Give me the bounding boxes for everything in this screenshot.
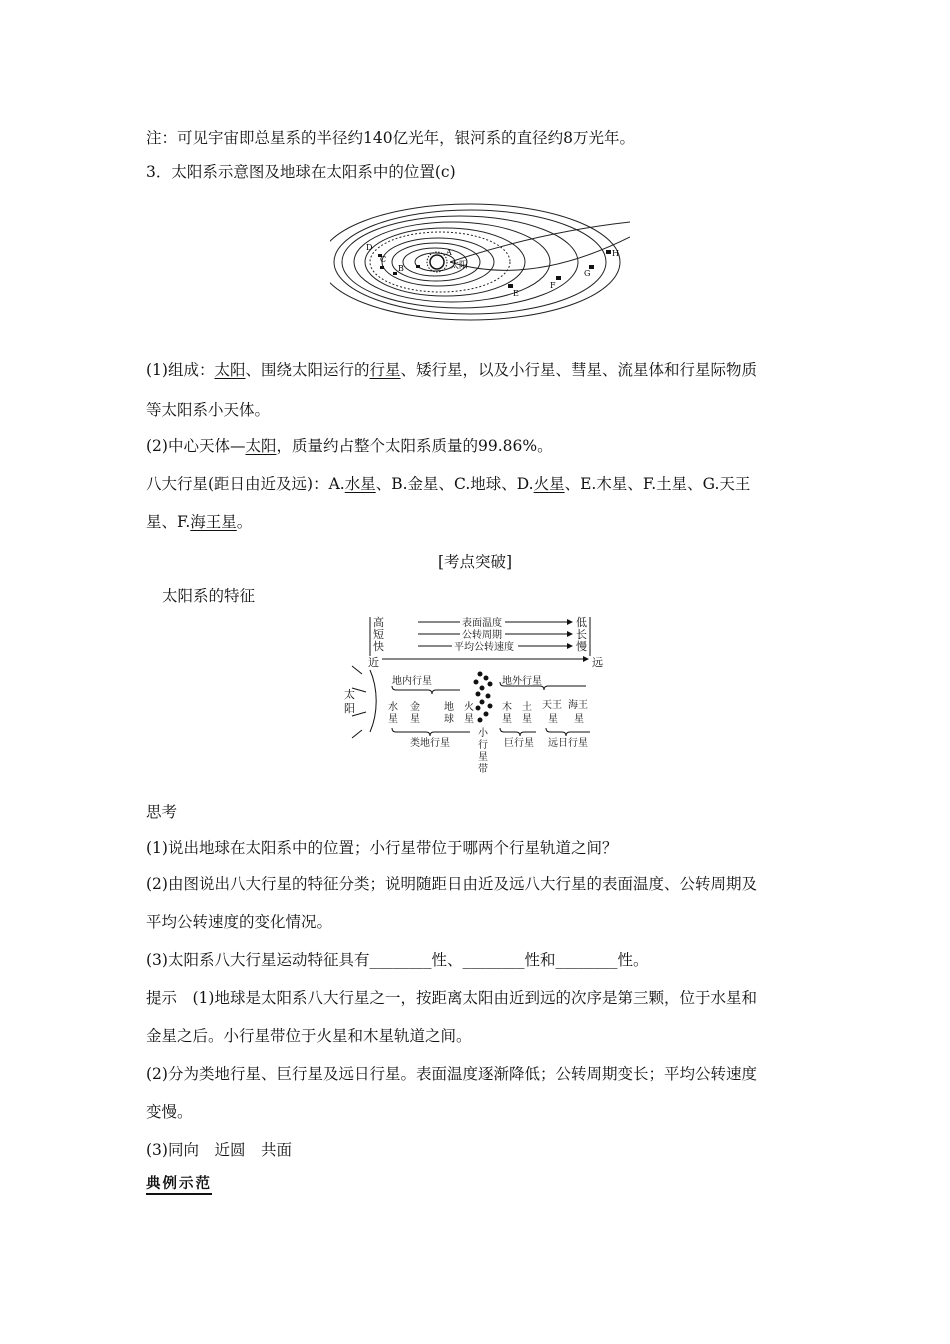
fig-jupiter-1: 木 [502,702,512,713]
fig-earth-2: 球 [444,714,454,725]
note-text: 注：可见宇宙即总星系的半径约140亿光年，银河系的直径约8万光年。 [146,129,635,147]
planet-letter-b: B [398,264,404,273]
fig-far: 远 [592,656,603,669]
fig-left-fast: 快 [373,640,384,653]
hint-line-2: 金星之后。小行星带位于火星和木星轨道之间。 [146,1027,472,1045]
fig-uranus-1: 天王 [542,700,562,711]
planets-line-1: 八大行星(距日由近及远)：A.水星、B.金星、C.地球、D.火星、E.木星、F.土星、G.天王 [146,475,751,493]
hint-line-3: (2)分为类地行星、巨行星及远日行星。表面温度逐渐降低；公转周期变长；平均公转速度 [146,1065,757,1083]
fig-arrow-period: 公转周期 [462,630,502,641]
fig-arrow-speed: 平均公转速度 [454,642,514,653]
fig-belt-1: 小 [478,728,488,739]
fig-belt-3: 星 [478,752,488,763]
fig-giant-label: 巨行星 [504,738,534,749]
fig-right-low: 低 [576,616,587,629]
solar-system-diagram [330,192,630,328]
fig-jupiter-2: 星 [502,714,512,725]
fig-ice-label: 远日行星 [548,738,588,749]
planet-letter-e: E [513,289,519,298]
center-body-line: (2)中心天体—太阳，质量约占整个太阳系质量的99.86%。 [146,437,553,455]
fig-left-short: 短 [373,628,384,641]
fig-terrestrial-label: 类地行星 [410,738,450,749]
fig-mars-1: 火 [464,702,474,713]
planet-letter-a: A [446,248,452,257]
hint-line-1: 提示 (1)地球是太阳系八大行星之一，按距离太阳由近到远的次序是第三颗，位于水星和 [146,989,757,1007]
fig-left-high: 高 [373,616,384,629]
sun-label: 太阳 [450,261,469,271]
fig-mars-2: 星 [464,714,474,725]
section-title: 3．太阳系示意图及地球在太阳系中的位置(c) [146,163,456,181]
fig-right-slow: 慢 [576,640,587,653]
hint-line-4: 变慢。 [146,1103,193,1121]
fig-mercury-2: 星 [388,714,398,725]
planet-letter-f: F [550,281,556,290]
planet-letter-d: D [366,243,373,252]
fig-inner-label: 地内行星 [392,676,432,687]
planets-line-2: 星、F.海王星。 [146,513,253,531]
planet-letter-c: C [380,255,387,264]
planet-letter-h: H [612,249,619,258]
fig-saturn-1: 土 [522,702,532,713]
breakthrough-heading: [考点突破] [437,553,513,571]
fig-sun-2: 阳 [344,702,355,715]
fig-earth-1: 地 [444,702,454,713]
fig-near: 近 [368,656,379,669]
example-heading: 典例示范 [146,1174,212,1194]
fig-venus-2: 星 [410,714,420,725]
fig-uranus-2: 星 [548,714,558,725]
fig-neptune-2: 星 [574,714,584,725]
fig-mercury-1: 水 [388,702,398,713]
sun-icon [427,252,447,272]
think-q1: (1)说出地球在太阳系中的位置；小行星带位于哪两个行星轨道之间？ [146,839,618,857]
composition-line-2: 等太阳系小天体。 [146,401,271,419]
features-diagram [340,612,620,780]
think-q2-line-1: (2)由图说出八大行星的特征分类；说明随距日由近及远八大行星的表面温度、公转周期及 [146,875,757,893]
think-q2-line-2: 平均公转速度的变化情况。 [146,913,333,931]
think-title: 思考 [146,803,178,821]
hint-line-5: (3)同向 近圆 共面 [146,1141,292,1159]
composition-line-1: (1)组成：太阳、围绕太阳运行的行星、矮行星，以及小行星、彗星、流星体和行星际物质 [146,361,758,379]
think-q3: (3)太阳系八大行星运动特征具有________性、________性和________性。 [146,951,649,969]
fig-venus-1: 金 [410,702,420,713]
feature-title: 太阳系的特征 [162,587,256,605]
fig-belt-2: 行 [478,740,488,751]
fig-belt-4: 带 [478,764,488,775]
fig-outer-label: 地外行星 [502,676,542,687]
fig-neptune-1: 海王 [568,700,588,711]
fig-sun-1: 太 [344,688,355,701]
fig-saturn-2: 星 [522,714,532,725]
fig-arrow-temperature: 表面温度 [462,618,502,629]
fig-right-long: 长 [576,628,587,641]
planet-letter-g: G [584,269,591,278]
